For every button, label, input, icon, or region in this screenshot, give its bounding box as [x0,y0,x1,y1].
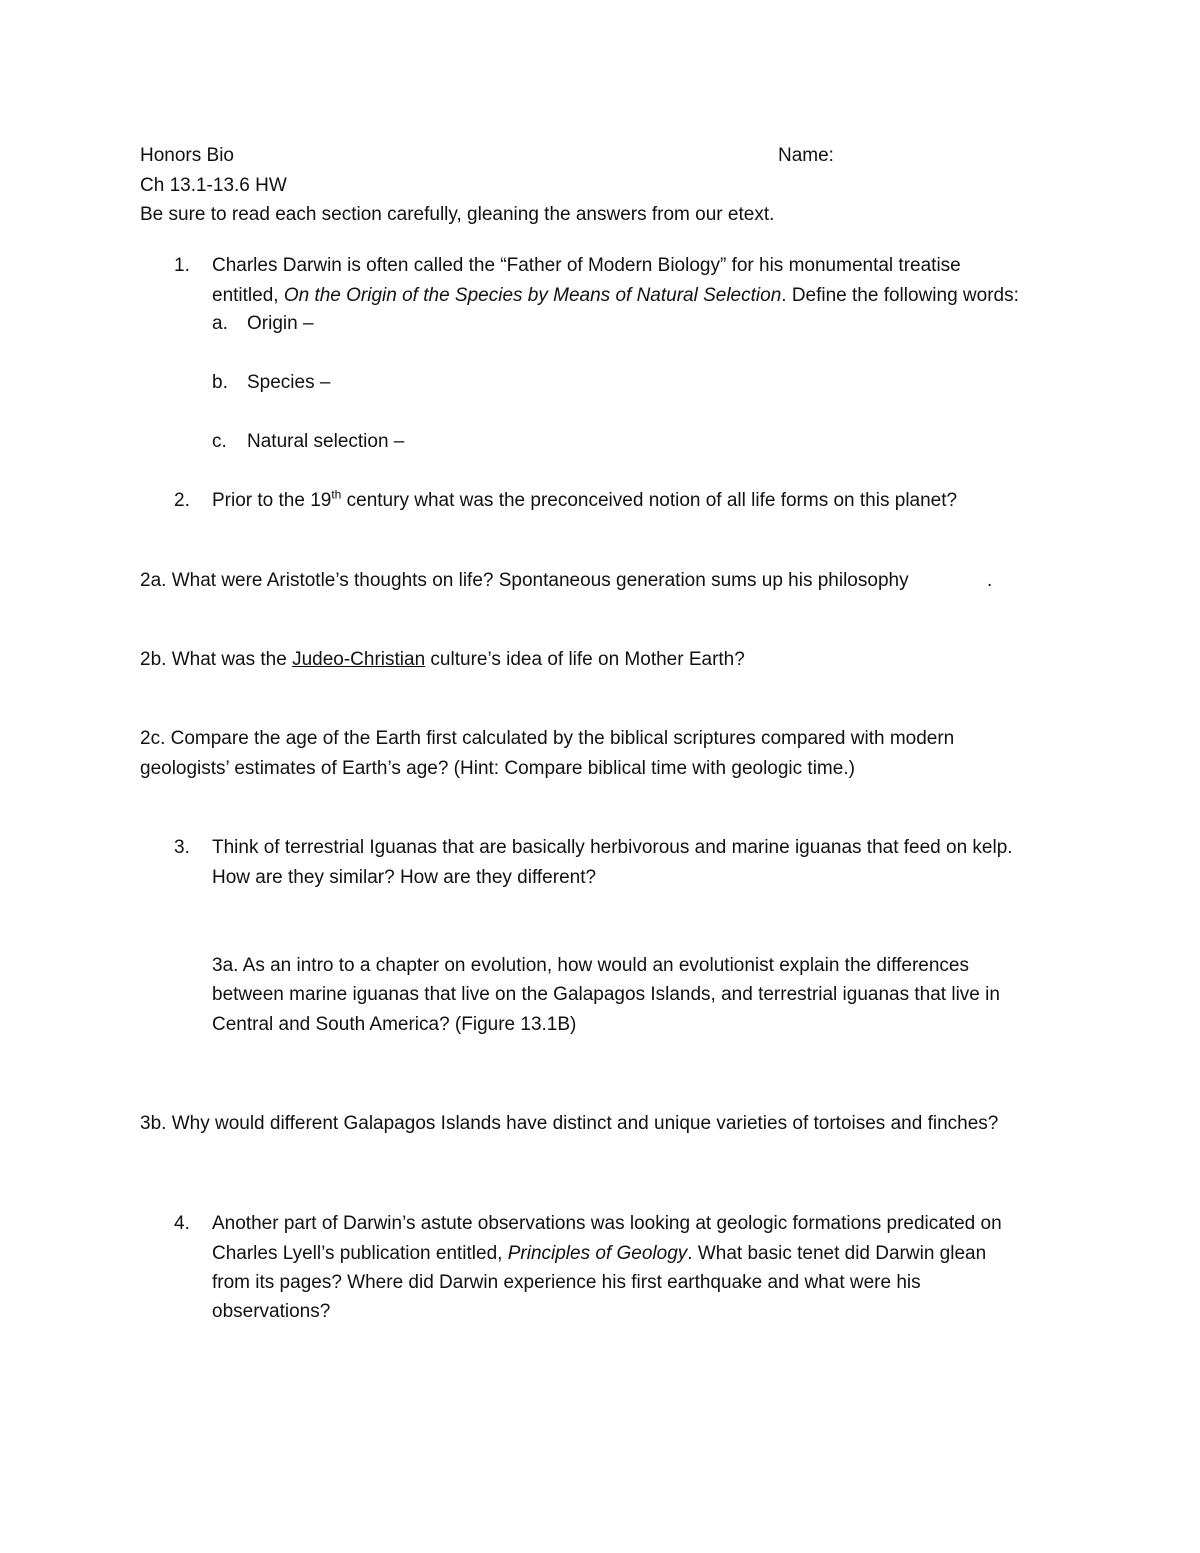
q3-number: 3. [174,837,190,858]
q3a-line1: 3a. As an intro to a chapter on evolution, how would an evolutionist explain the differences [212,955,969,976]
q2c-line2: geologists’ estimates of Earth’s age? (Hint: Compare biblical time with geologic time.) [140,758,855,779]
q4-line2-pre: Charles Lyell’s publication entitled, [212,1243,508,1264]
q4-number: 4. [174,1213,190,1234]
instructions: Be sure to read each section carefully, gleaning the answers from our etext. [140,204,775,225]
q4-line4: observations? [212,1301,331,1322]
q4-line2 [212,1242,986,1266]
course-title: Honors Bio [140,145,234,166]
q3a-line2: between marine iguanas that live on the Galapagos Islands, and terrestrial iguanas that live in [212,984,1000,1005]
q4-line3: from its pages? Where did Darwin experience his first earthquake and what were his [212,1272,921,1293]
q4-line2-post: . What basic tenet did Darwin glean [687,1243,987,1264]
q2-text-pre: Prior to the 19 [212,490,332,511]
q1-number: 1. [174,255,190,276]
q3b-text: 3b. Why would different Galapagos Islands have distinct and unique varieties of tortoises and finches? [140,1113,999,1134]
q1-item-marker: c. [212,431,227,452]
q2b-text-pre: 2b. What was the [140,649,293,670]
q1-line2-post: . Define the following words: [781,285,1019,306]
q4-line1: Another part of Darwin’s astute observations was looking at geologic formations predicated on [212,1213,1002,1234]
name-label: Name: [778,145,834,166]
q2a-text: 2a. What were Aristotle’s thoughts on life? Spontaneous generation sums up his philosophy [140,570,909,591]
q2-number: 2. [174,490,190,511]
q3-line1: Think of terrestrial Iguanas that are basically herbivorous and marine iguanas that feed on kelp. [212,837,1013,858]
q1-item-marker: a. [212,313,228,334]
q1-item-origin: Origin – [247,313,314,334]
q3a-line3: Central and South America? (Figure 13.1B) [212,1014,577,1035]
q2b-text [140,648,745,672]
q2-superscript: th [331,487,342,502]
q2-text [212,489,957,513]
q2-text-post: century what was the preconceived notion of all life forms on this planet? [341,490,958,511]
q1-line2-pre: entitled, [212,285,284,306]
q1-item-natural-selection: Natural selection – [247,431,405,452]
q3-line2: How are they similar? How are they different? [212,867,597,888]
q2b-text-post: culture’s idea of life on Mother Earth? [425,649,745,670]
q2a-trailing-period: . [987,570,993,591]
q2c-line1: 2c. Compare the age of the Earth first calculated by the biblical scriptures compared with modern [140,728,955,749]
q1-line1: Charles Darwin is often called the “Father of Modern Biology” for his monumental treatise [212,255,961,276]
q1-item-marker: b. [212,372,228,393]
q1-item-species: Species – [247,372,331,393]
q4-book-title: Principles of Geology [507,1243,688,1264]
q2b-underlined-term: Judeo-Christian [292,649,426,670]
q1-book-title: On the Origin of the Species by Means of Natural Selection [283,285,782,306]
q1-line2 [212,284,1019,308]
chapter-label: Ch 13.1-13.6 HW [140,175,287,196]
